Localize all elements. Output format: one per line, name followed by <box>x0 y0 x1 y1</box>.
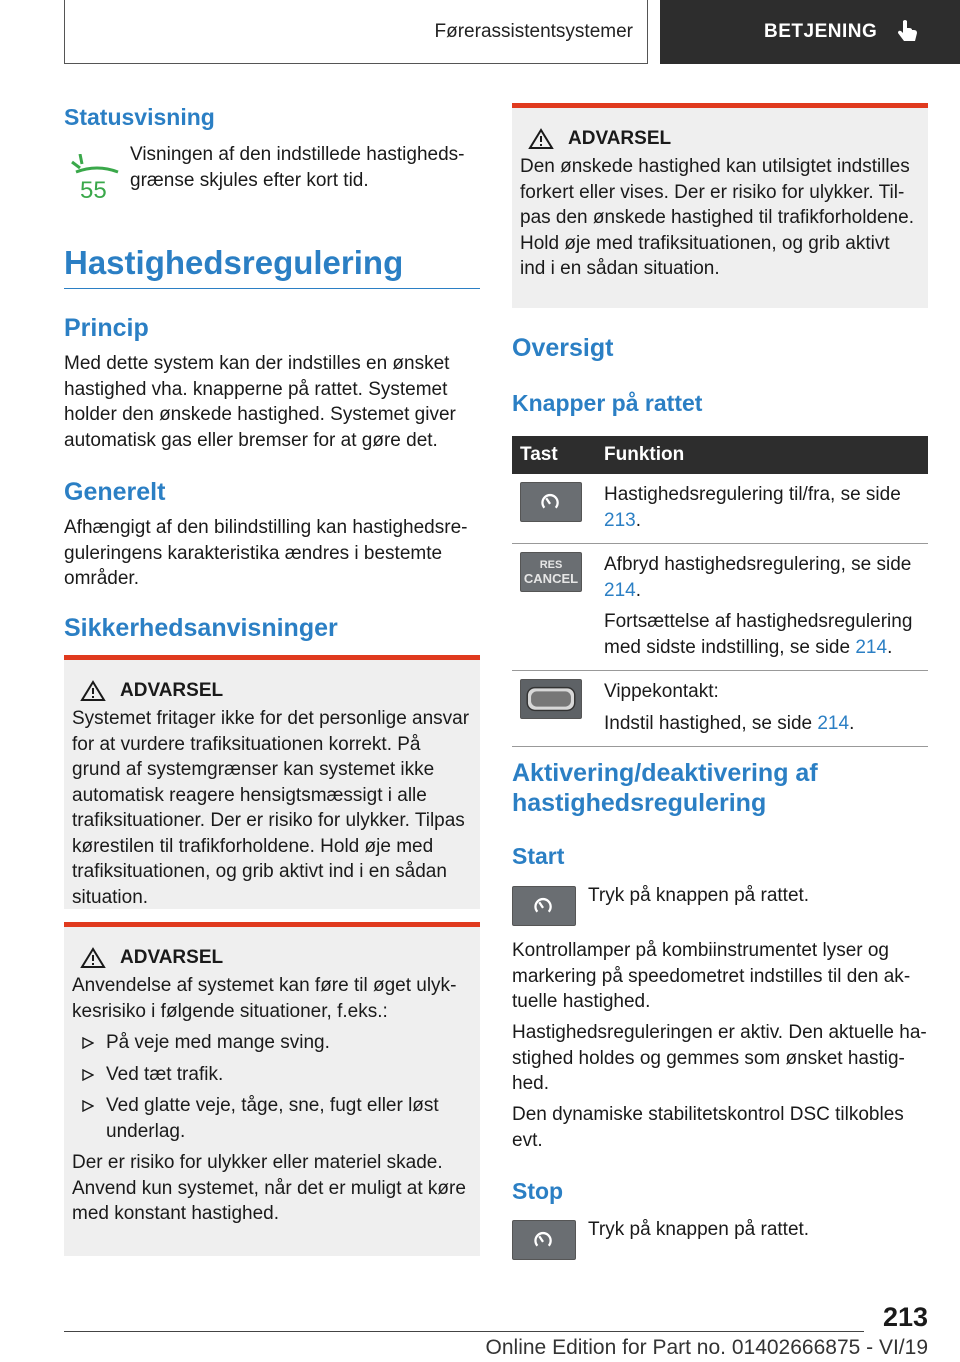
main-heading: Hastighedsregulering <box>64 244 404 281</box>
table-header-row <box>512 436 928 474</box>
page-number: 213 <box>882 1302 928 1332</box>
stop-text: Tryk på knappen på rattet. <box>588 1219 810 1240</box>
start-heading: Start <box>512 843 565 869</box>
start-paragraph-2: Hastighedsreguleringen er aktiv. Den aktuelle hastighed holdes og gemmes som ønsket hastighed. <box>512 1022 927 1094</box>
table-row: Vippekontakt: Indstil hastighed, se side 214. <box>512 671 928 747</box>
oversigt-heading: Oversigt <box>512 334 614 362</box>
heading-divider <box>64 288 480 289</box>
status-icon-number: 55 <box>80 177 107 200</box>
warning-triangle-icon <box>80 947 106 969</box>
warning-box-2 <box>64 922 480 1256</box>
warning-2-title: ADVARSEL <box>120 947 224 968</box>
princip-heading: Princip <box>64 314 149 342</box>
cruise-control-icon <box>513 887 575 925</box>
cruise-control-button <box>520 482 582 522</box>
res-cancel-line1: RES <box>539 559 563 571</box>
cruise-control-icon <box>521 483 581 521</box>
start-button-illustration <box>512 886 576 926</box>
warning-3-title: ADVARSEL <box>568 128 672 149</box>
hand-pointer-icon <box>895 19 921 45</box>
stop-heading: Stop <box>512 1178 564 1204</box>
warning-box-3 <box>512 103 928 308</box>
bullet-triangle-icon <box>82 1037 94 1049</box>
status-text: Visningen af den indstillede hastighedsgrænse skjules efter kort tid. <box>130 144 465 191</box>
warning-3-text: Den ønskede hastighed kan utilsigtet indstilles forkert eller vises. Der er risiko for ulykker. Tilpas den ønskede hastighed til trafikforholdene. Hold øje med trafiksituationen, og grib aktivt ind i en sådan situation. <box>520 156 914 279</box>
res-cancel-line2: CANCEL <box>523 571 579 586</box>
warning-1-title: ADVARSEL <box>120 680 224 701</box>
warning-1-text: Systemet fritager ikke for det personlige ansvar for at vurdere trafiksituationen korrekt. På grund af systemgrænser kan systemet ikke automatisk reagere hensigtsmæssigt i alle trafiksituationer. Der er risiko for ulykker. Tilpas kørestilen til trafikforholdene. Hold øje med trafiksituationen, og grib aktivt ind i en sådan situation. <box>72 708 470 908</box>
footer-divider <box>64 1331 864 1332</box>
princip-text: Med dette system kan der indstilles en ønsket hastighed vha. knapperne på rattet. Systemet holder den ønskede hastighed. Systemet giver automatisk gas eller bremser for at gøre det. <box>64 353 456 451</box>
warning-triangle-icon <box>80 680 106 702</box>
sikkerhed-heading: Sikkerhedsanvisninger <box>64 614 338 642</box>
rocker-switch-icon <box>521 680 581 718</box>
page-link[interactable]: 214 <box>817 712 850 734</box>
rocker-switch-button <box>520 679 582 719</box>
stop-button-illustration <box>512 1220 576 1260</box>
warning-triangle-icon <box>528 128 554 150</box>
header-chapter-tab <box>660 0 960 64</box>
chapter-label: BETJENING <box>764 21 878 42</box>
aktivering-heading: Aktivering/deaktivering af hastighedsregulering <box>512 759 818 817</box>
table-row: RES CANCEL Afbryd hastighedsregulering, se side 214. Fortsættelse af hastighedsregulering med sidste indstilling, se side 214. <box>512 544 928 671</box>
speed-limit-indicator-icon <box>68 154 126 200</box>
page-link[interactable]: 213 <box>604 509 636 531</box>
start-paragraph-3: Den dynamiske stabilitetskontrol DSC tilkobles evt. <box>512 1104 904 1151</box>
knapper-heading: Knapper på rattet <box>512 390 703 416</box>
list-item: På veje med mange sving. <box>72 1030 472 1056</box>
page-link[interactable]: 214 <box>855 636 888 658</box>
generelt-heading: Generelt <box>64 478 166 506</box>
list-item: Ved glatte veje, tåge, sne, fugt eller løst underlag. <box>72 1093 472 1144</box>
warning-2-outro: Der er risiko for ulykker eller materiel skade. Anvend kun systemet, når det er muligt at køre med konstant hastighed. <box>72 1152 466 1224</box>
start-paragraph-1: Kontrollamper på kombiinstrumentet lyser og markering på speedometret indstilles til den aktuelle hastighed. <box>512 940 911 1012</box>
bullet-triangle-icon <box>82 1100 94 1112</box>
section-label: Førerassistentsystemer <box>434 20 633 42</box>
table-row: Hastighedsregulering til/fra, se side 213. <box>512 474 928 544</box>
footer-edition: Online Edition for Part no. 01402666875 - VI/19 <box>485 1336 928 1359</box>
page-link[interactable]: 214 <box>604 579 636 601</box>
bullet-triangle-icon <box>82 1069 94 1081</box>
list-item: Ved tæt trafik. <box>72 1062 472 1088</box>
start-text: Tryk på knappen på rattet. <box>588 885 810 906</box>
generelt-text: Afhængigt af den bilindstilling kan hastighedsreguleringens karakteristika ændres i bestemte områder. <box>64 517 468 589</box>
header-section-title <box>64 0 648 64</box>
res-cancel-button <box>520 552 582 592</box>
buttons-table <box>512 436 928 747</box>
table-header-key: Tast <box>512 436 596 474</box>
warning-2-intro: Anvendelse af systemet kan føre til øget ulykkesrisiko i følgende situationer, f.eks.: <box>72 975 457 1022</box>
status-heading: Statusvisning <box>64 104 215 130</box>
cruise-control-icon <box>513 1221 575 1259</box>
table-header-function: Funktion <box>596 436 928 474</box>
warning-box-1 <box>64 655 480 909</box>
